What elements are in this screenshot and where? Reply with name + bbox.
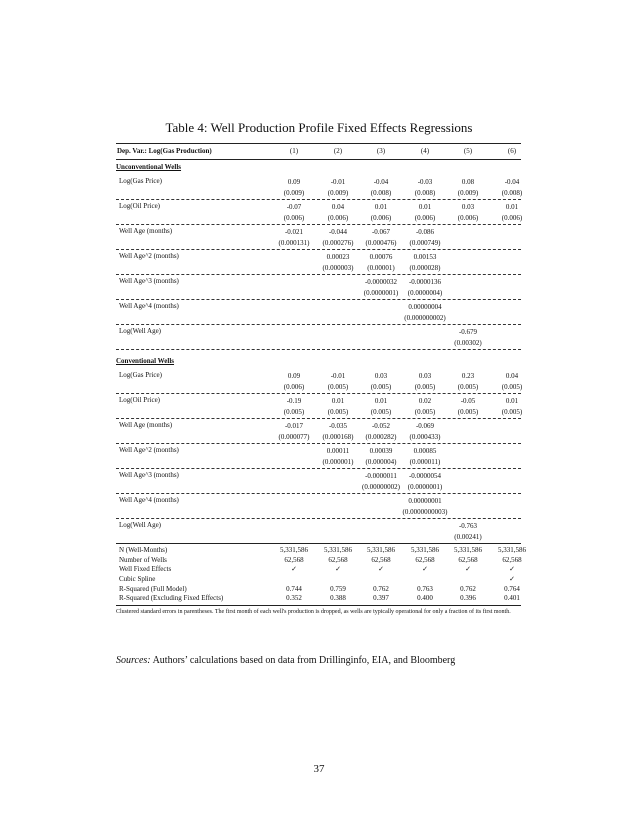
coefficient: -0.0000054 <box>408 472 442 480</box>
table-row <box>116 300 521 325</box>
section-title <box>116 354 521 369</box>
table-cell <box>401 302 449 324</box>
standard-error: (0.000028) <box>409 264 441 272</box>
row-label: Well Age^3 (months) <box>119 471 179 479</box>
coefficient: -0.069 <box>415 422 435 430</box>
stat-row <box>116 575 521 585</box>
stat-value: ✓ <box>291 565 297 574</box>
standard-error: (0.000433) <box>409 433 441 441</box>
coefficient: 0.01 <box>374 203 388 211</box>
standard-error: (0.00241) <box>454 533 482 541</box>
table-row <box>116 419 521 444</box>
table-cell <box>357 421 405 443</box>
column-header: (5) <box>463 147 473 155</box>
standard-error: (0.0000001) <box>407 483 443 491</box>
coefficient: -0.01 <box>330 372 346 380</box>
standard-error: (0.008) <box>370 189 392 197</box>
stat-value: 5,331,586 <box>280 546 308 554</box>
table-row <box>116 369 521 394</box>
coefficient: 0.00039 <box>369 447 393 455</box>
stat-value: 0.400 <box>417 594 433 603</box>
coefficient: -0.044 <box>328 228 348 236</box>
coefficient: 0.03 <box>418 372 432 380</box>
standard-error: (0.000004) <box>365 458 397 466</box>
stat-value: ✓ <box>422 565 428 574</box>
standard-error: (0.008) <box>414 189 436 197</box>
standard-error: (0.006) <box>283 214 305 222</box>
table-cell <box>270 396 318 418</box>
row-label: Well Age^2 (months) <box>119 252 179 260</box>
table-cell <box>444 327 492 349</box>
table-cell <box>314 446 362 468</box>
table-row <box>116 325 521 350</box>
standard-error: (0.000003) <box>322 264 354 272</box>
row-label: Well Age^4 (months) <box>119 302 179 310</box>
table-row <box>116 444 521 469</box>
row-label: Well Age^4 (months) <box>119 496 179 504</box>
stat-value: 62,568 <box>371 555 391 564</box>
coefficient: -0.763 <box>458 522 478 530</box>
stat-value: 0.764 <box>504 584 520 593</box>
standard-error: (0.009) <box>283 189 305 197</box>
table-cell <box>401 177 449 199</box>
stat-row <box>116 546 526 556</box>
coefficient: -0.19 <box>286 397 302 405</box>
stat-label: Number of Wells <box>119 555 167 564</box>
table-cell <box>401 371 449 393</box>
stat-value: 62,568 <box>284 555 304 564</box>
table-note: Clustered standard errors in parentheses. The first month of each well's production is dropped, as wells are typically operational for only a fraction of its first month. <box>116 609 511 616</box>
stat-label: Well Fixed Effects <box>119 565 172 574</box>
standard-error: (0.006) <box>327 214 349 222</box>
stat-label: R-Squared (Full Model) <box>119 584 187 593</box>
coefficient: -0.035 <box>328 422 348 430</box>
row-label: Log(Gas Price) <box>119 177 162 185</box>
table-cell <box>314 421 362 443</box>
coefficient: 0.08 <box>461 178 475 186</box>
standard-error: (0.006) <box>370 214 392 222</box>
column-header: (3) <box>376 147 386 155</box>
table-row <box>116 200 521 225</box>
standard-error: (0.005) <box>501 383 523 391</box>
table-row <box>116 469 521 494</box>
stat-row <box>116 585 521 595</box>
section-title-text: Unconventional Wells <box>116 163 182 171</box>
coefficient: 0.09 <box>287 178 301 186</box>
table-cell <box>444 202 492 224</box>
standard-error: (0.0000000003) <box>402 508 448 516</box>
table-cell <box>357 446 405 468</box>
table-row <box>116 494 521 519</box>
table-cell <box>270 227 318 249</box>
table-cell <box>314 396 362 418</box>
table-cell <box>357 177 405 199</box>
table-cell <box>401 396 449 418</box>
table-row <box>116 175 521 200</box>
sources-text: Authors’ calculations based on data from Drillinginfo, EIA, and Bloomberg <box>150 655 456 666</box>
table-cell <box>314 177 362 199</box>
standard-error: (0.0000001) <box>363 289 399 297</box>
table-cell <box>401 252 449 274</box>
standard-error: (0.006) <box>501 214 523 222</box>
coefficient: 0.04 <box>331 203 345 211</box>
coefficient: 0.00000004 <box>408 303 442 311</box>
stat-value: 5,331,586 <box>498 546 526 554</box>
stat-value: 5,331,586 <box>411 546 439 554</box>
coefficient: 0.00153 <box>413 253 437 261</box>
standard-error: (0.000000002) <box>404 314 446 322</box>
row-label: Log(Oil Price) <box>119 202 161 210</box>
table-caption: Table 4: Well Production Profile Fixed Effects Regressions <box>165 120 473 135</box>
stat-value: 62,568 <box>415 555 435 564</box>
standard-error: (0.00000002) <box>362 483 400 491</box>
table-cell <box>270 421 318 443</box>
column-header: (6) <box>507 147 517 155</box>
standard-error: (0.005) <box>327 383 349 391</box>
coefficient: 0.02 <box>418 397 432 405</box>
coefficient: -0.04 <box>373 178 389 186</box>
standard-error: (0.005) <box>370 383 392 391</box>
table-cell <box>444 177 492 199</box>
row-label: Well Age^2 (months) <box>119 446 179 454</box>
table-header <box>116 143 521 160</box>
table-cell <box>314 227 362 249</box>
table-cell <box>444 521 492 543</box>
stat-value: 62,568 <box>502 555 522 564</box>
coefficient: -0.067 <box>371 228 391 236</box>
coefficient: 0.23 <box>461 372 475 380</box>
coefficient: 0.00000001 <box>408 497 442 505</box>
table-row <box>116 275 521 300</box>
stat-label: Cubic Spline <box>119 575 156 584</box>
table-cell <box>401 446 449 468</box>
standard-error: (0.0000004) <box>407 289 443 297</box>
stat-value: 0.396 <box>460 594 476 603</box>
standard-error: (0.000001) <box>322 458 354 466</box>
stat-value: ✓ <box>378 565 384 574</box>
table-cell <box>444 371 492 393</box>
stat-value: 0.397 <box>373 594 389 603</box>
stat-value: 62,568 <box>328 555 348 564</box>
table-body <box>116 160 521 543</box>
standard-error: (0.000168) <box>322 433 354 441</box>
standard-error: (0.005) <box>414 383 436 391</box>
standard-error: (0.005) <box>414 408 436 416</box>
table-cell <box>401 277 449 299</box>
standard-error: (0.005) <box>501 408 523 416</box>
table-cell <box>401 202 449 224</box>
standard-error: (0.000282) <box>365 433 397 441</box>
stat-value: 5,331,586 <box>367 546 395 554</box>
stat-row <box>116 565 521 575</box>
table-cell <box>444 396 492 418</box>
standard-error: (0.005) <box>370 408 392 416</box>
table-cell <box>401 496 449 518</box>
summary-statistics <box>116 543 526 606</box>
table-cell <box>314 371 362 393</box>
coefficient: 0.04 <box>505 372 519 380</box>
column-header: (4) <box>420 147 430 155</box>
page-number: 37 <box>313 763 325 775</box>
standard-error: (0.000077) <box>278 433 310 441</box>
standard-error: (0.000011) <box>409 458 441 466</box>
standard-error: (0.00302) <box>454 339 482 347</box>
table-cell <box>314 202 362 224</box>
table-cell <box>488 177 536 199</box>
coefficient: -0.052 <box>371 422 391 430</box>
row-label: Log(Well Age) <box>119 521 162 529</box>
stat-value: 5,331,586 <box>324 546 352 554</box>
coefficient: -0.0000136 <box>408 278 442 286</box>
coefficient: 0.01 <box>505 397 519 405</box>
coefficient: -0.03 <box>417 178 433 186</box>
coefficient: -0.01 <box>330 178 346 186</box>
regression-table <box>116 143 526 617</box>
row-label: Log(Well Age) <box>119 327 162 335</box>
row-label: Log(Oil Price) <box>119 396 161 404</box>
stat-row <box>116 594 521 604</box>
standard-error: (0.000476) <box>365 239 397 247</box>
stat-value: 0.762 <box>373 584 389 593</box>
stat-value: ✓ <box>509 565 515 574</box>
coefficient: 0.03 <box>374 372 388 380</box>
coefficient: 0.00076 <box>369 253 393 261</box>
standard-error: (0.009) <box>457 189 479 197</box>
standard-error: (0.000749) <box>409 239 441 247</box>
stat-label: R-Squared (Excluding Fixed Effects) <box>119 594 224 603</box>
coefficient: -0.086 <box>415 228 435 236</box>
table-cell <box>314 252 362 274</box>
table-cell <box>357 202 405 224</box>
column-header: (1) <box>289 147 299 155</box>
stat-value: 0.388 <box>330 594 346 603</box>
standard-error: (0.005) <box>283 408 305 416</box>
coefficient: -0.04 <box>504 178 520 186</box>
standard-error: (0.006) <box>457 214 479 222</box>
table-row <box>116 519 521 543</box>
section-title-text: Conventional Wells <box>116 357 175 365</box>
table-cell <box>270 177 318 199</box>
coefficient: -0.021 <box>284 228 304 236</box>
table-row <box>116 250 521 275</box>
sources-label: Sources: <box>116 655 151 666</box>
standard-error: (0.000131) <box>278 239 310 247</box>
coefficient: 0.01 <box>331 397 345 405</box>
column-header: (2) <box>333 147 343 155</box>
row-label: Well Age^3 (months) <box>119 277 179 285</box>
coefficient: 0.01 <box>418 203 432 211</box>
dependent-variable-label: Dep. Var.: Log(Gas Production) <box>117 147 212 155</box>
standard-error: (0.00001) <box>367 264 395 272</box>
coefficient: 0.01 <box>505 203 519 211</box>
table-cell <box>270 371 318 393</box>
stat-value: 5,331,586 <box>454 546 482 554</box>
table-cell <box>270 202 318 224</box>
coefficient: 0.03 <box>461 203 475 211</box>
table-cell <box>401 421 449 443</box>
coefficient: -0.017 <box>284 422 304 430</box>
table-cell <box>357 277 405 299</box>
stat-value: 0.759 <box>330 584 346 593</box>
table-cell <box>357 227 405 249</box>
coefficient: 0.09 <box>287 372 301 380</box>
row-label: Log(Gas Price) <box>119 371 162 379</box>
standard-error: (0.009) <box>327 189 349 197</box>
row-label: Well Age (months) <box>119 421 173 429</box>
stat-value: ✓ <box>509 575 515 584</box>
table-cell <box>488 396 536 418</box>
row-label: Well Age (months) <box>119 227 173 235</box>
stat-value: 0.763 <box>417 584 433 593</box>
coefficient: 0.00085 <box>413 447 437 455</box>
coefficient: -0.679 <box>458 328 478 336</box>
table-cell <box>357 371 405 393</box>
table-row <box>116 394 521 419</box>
standard-error: (0.000276) <box>322 239 354 247</box>
stat-row <box>116 556 521 566</box>
table-cell <box>488 371 536 393</box>
coefficient: -0.07 <box>286 203 302 211</box>
section-title <box>116 160 521 175</box>
coefficient: -0.0000032 <box>364 278 398 286</box>
standard-error: (0.005) <box>457 383 479 391</box>
coefficient: 0.01 <box>374 397 388 405</box>
table-cell <box>401 471 449 493</box>
stat-value: 0.401 <box>504 594 520 603</box>
standard-error: (0.005) <box>457 408 479 416</box>
table-cell <box>488 202 536 224</box>
stat-value: ✓ <box>465 565 471 574</box>
stat-label: N (Well-Months) <box>119 546 168 554</box>
stat-value: 0.762 <box>460 584 476 593</box>
stat-value: 0.352 <box>286 594 302 603</box>
table-cell <box>401 227 449 249</box>
table-cell <box>357 252 405 274</box>
table-cell <box>357 471 405 493</box>
stat-value: 62,568 <box>458 555 478 564</box>
stat-value: 0.744 <box>286 584 302 593</box>
standard-error: (0.006) <box>414 214 436 222</box>
table-row <box>116 225 521 250</box>
standard-error: (0.008) <box>501 189 523 197</box>
standard-error: (0.006) <box>283 383 305 391</box>
coefficient: -0.05 <box>460 397 476 405</box>
standard-error: (0.005) <box>327 408 349 416</box>
coefficient: 0.00011 <box>326 447 350 455</box>
sources-line <box>116 655 455 666</box>
table-cell <box>357 396 405 418</box>
stat-value: ✓ <box>335 565 341 574</box>
coefficient: 0.00023 <box>326 253 350 261</box>
coefficient: -0.0000011 <box>365 472 397 480</box>
